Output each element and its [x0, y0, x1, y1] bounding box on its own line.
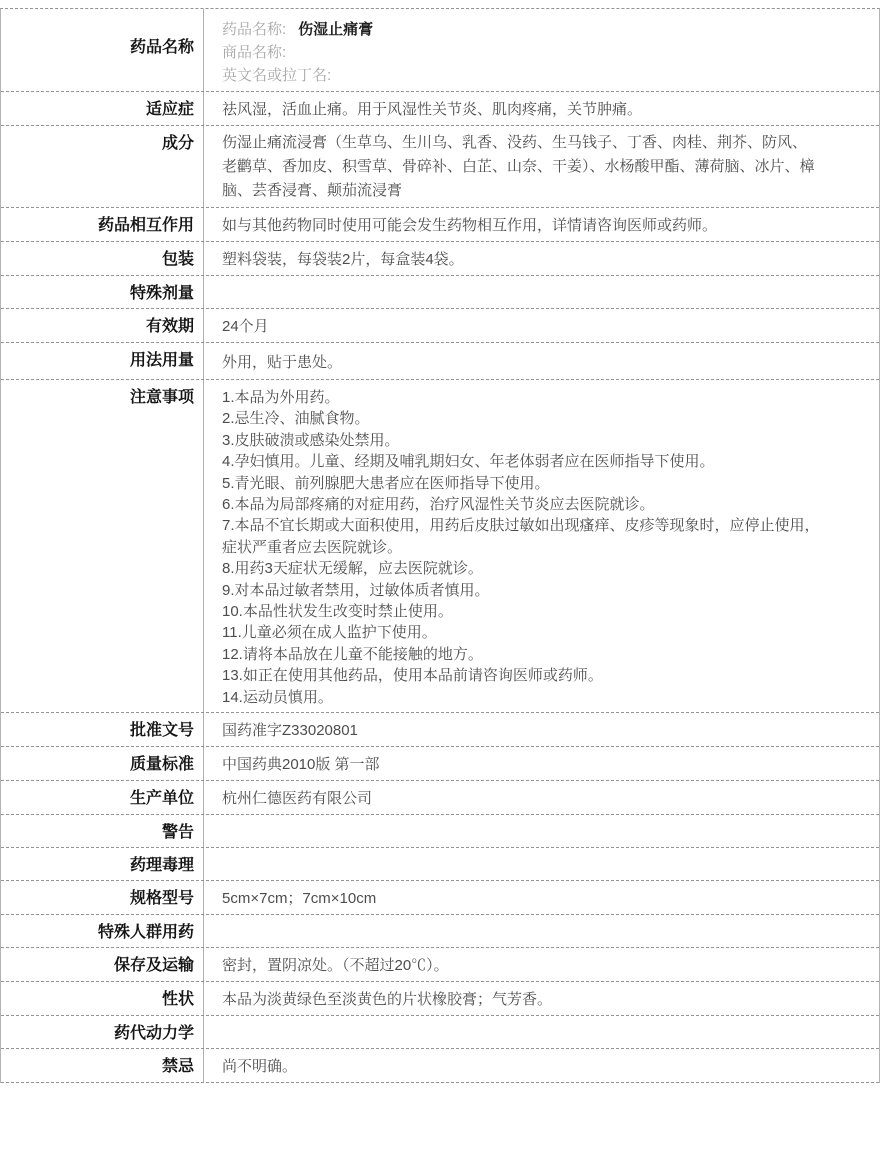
table-row-precautions [1, 380, 879, 713]
table-row-indications [1, 92, 879, 126]
precaution-item: 14.运动员慎用。 [222, 688, 333, 706]
row-content-storage-transport: 密封，置阴凉处。（不超过20℃）。 [203, 948, 879, 981]
row-content-manufacturer: 杭州仁德医药有限公司 [203, 781, 879, 814]
row-label-validity-period: 有效期 [145, 318, 194, 335]
row-content-description: 本品为淡黄绿色至淡黄色的片状橡胶膏；气芳香。 [203, 982, 879, 1015]
table-row-pharmacology-toxicology [1, 848, 879, 881]
table-row-validity-period [1, 309, 879, 343]
precaution-item: 5.青光眼、前列腺肥大患者应在医师指导下使用。 [222, 474, 550, 492]
precaution-item: 4.孕妇慎用。儿童、经期及哺乳期妇女、年老体弱者应在医师指导下使用。 [222, 453, 715, 471]
row-label-packaging: 包装 [161, 251, 194, 268]
precaution-item: 6.本品为局部疼痛的对症用药，治疗风湿性关节炎应去医院就诊。 [222, 496, 655, 514]
precaution-item: 10.本品性状发生改变时禁止使用。 [222, 603, 453, 621]
table-row-ingredients [1, 126, 879, 208]
precaution-item: 7.本品不宜长期或大面积使用，用药后皮肤过敏如出现瘙痒、皮疹等现象时，应停止使用，症状严重者应去医院就诊。 [222, 517, 820, 556]
table-row-specification [1, 881, 879, 915]
row-label-specification: 规格型号 [129, 890, 194, 908]
precaution-item: 1.本品为外用药。 [222, 389, 340, 406]
row-label-storage-transport: 保存及运输 [113, 957, 194, 975]
precaution-item: 3.皮肤破溃或感染处禁用。 [222, 431, 400, 449]
table-row-manufacturer [1, 781, 879, 815]
row-content-drug-name [203, 9, 879, 91]
row-label-approval-number: 批准文号 [129, 722, 194, 740]
row-content-special-population [203, 915, 879, 947]
table-row-warning [1, 815, 879, 848]
row-label-description: 性状 [161, 991, 194, 1009]
table-row-pharmacokinetics [1, 1016, 879, 1049]
row-content-ingredients: 伤湿止痛流浸膏（生草乌、生川乌、乳香、没药、生马钱子、丁香、肉桂、荆芥、防风、老鹳草、香加皮、积雪草、骨碎补、白芷、山奈、干姜）、水杨酸甲酯、薄荷脑、冰片、樟脑、芸香浸膏、颠茄流浸膏 [203, 126, 879, 207]
field-value: 伤湿止痛膏 [298, 21, 374, 38]
precaution-item: 8.用药3天症状无缓解，应去医院就诊。 [222, 560, 483, 578]
row-label-pharmacology-toxicology: 药理毒理 [129, 857, 194, 875]
table-row-contraindications [1, 1049, 879, 1083]
row-content-warning [203, 815, 879, 847]
row-content-contraindications: 尚不明确。 [203, 1049, 879, 1082]
field-key: 药品名称: [222, 21, 287, 38]
table-row-special-dosage [1, 276, 879, 309]
row-label-ingredients: 成分 [161, 135, 194, 152]
row-label-warning: 警告 [161, 824, 194, 842]
row-content-indications: 祛风湿，活血止痛。用于风湿性关节炎、肌肉疼痛，关节肿痛。 [203, 92, 879, 125]
table-row-packaging [1, 242, 879, 276]
row-label-special-dosage: 特殊剂量 [129, 285, 194, 302]
precaution-item: 12.请将本品放在儿童不能接触的地方。 [222, 645, 483, 663]
row-content-usage-dosage: 外用，贴于患处。 [203, 343, 879, 379]
row-content-special-dosage [203, 276, 879, 308]
field-line [222, 18, 821, 41]
row-label-special-population: 特殊人群用药 [97, 924, 194, 942]
table-row-quality-standard [1, 747, 879, 781]
row-label-drug-name: 药品名称 [129, 39, 194, 56]
field-line [222, 64, 821, 87]
row-label-pharmacokinetics: 药代动力学 [113, 1025, 194, 1043]
row-content-approval-number: 国药准字Z33020801 [203, 713, 879, 746]
table-row-description [1, 982, 879, 1016]
row-content-validity-period: 24个月 [203, 309, 879, 342]
row-content-specification: 5cm×7cm；7cm×10cm [203, 881, 879, 914]
row-label-quality-standard: 质量标准 [129, 756, 194, 774]
field-key: 商品名称: [222, 44, 287, 61]
row-label-contraindications: 禁忌 [161, 1058, 194, 1076]
table-row-special-population [1, 915, 879, 948]
table-row-usage-dosage [1, 343, 879, 380]
drug-info-table [0, 8, 880, 1083]
row-label-usage-dosage: 用法用量 [129, 352, 194, 369]
precaution-item: 13.如正在使用其他药品，使用本品前请咨询医师或药师。 [222, 667, 603, 685]
row-label-indications: 适应症 [145, 101, 194, 118]
row-content-drug-interactions: 如与其他药物同时使用可能会发生药物相互作用，详情请咨询医师或药师。 [203, 208, 879, 241]
table-row-approval-number [1, 713, 879, 747]
field-line [222, 41, 821, 64]
row-content-packaging: 塑料袋装，每袋装2片，每盒装4袋。 [203, 242, 879, 275]
field-key: 英文名或拉丁名: [222, 67, 332, 84]
precaution-item: 11.儿童必须在成人监护下使用。 [222, 624, 437, 642]
row-label-manufacturer: 生产单位 [129, 790, 194, 808]
table-row-drug-interactions [1, 208, 879, 242]
row-label-precautions: 注意事项 [129, 389, 194, 406]
precaution-item: 9.对本品过敏者禁用，过敏体质者慎用。 [222, 581, 490, 599]
row-content-precautions [203, 380, 879, 712]
table-row-storage-transport [1, 948, 879, 982]
precaution-item: 2.忌生冷、油腻食物。 [222, 410, 370, 428]
row-content-quality-standard: 中国药典2010版 第一部 [203, 747, 879, 780]
table-row-drug-name [1, 9, 879, 92]
row-label-drug-interactions: 药品相互作用 [97, 217, 194, 234]
row-content-pharmacokinetics [203, 1016, 879, 1048]
row-content-pharmacology-toxicology [203, 848, 879, 880]
